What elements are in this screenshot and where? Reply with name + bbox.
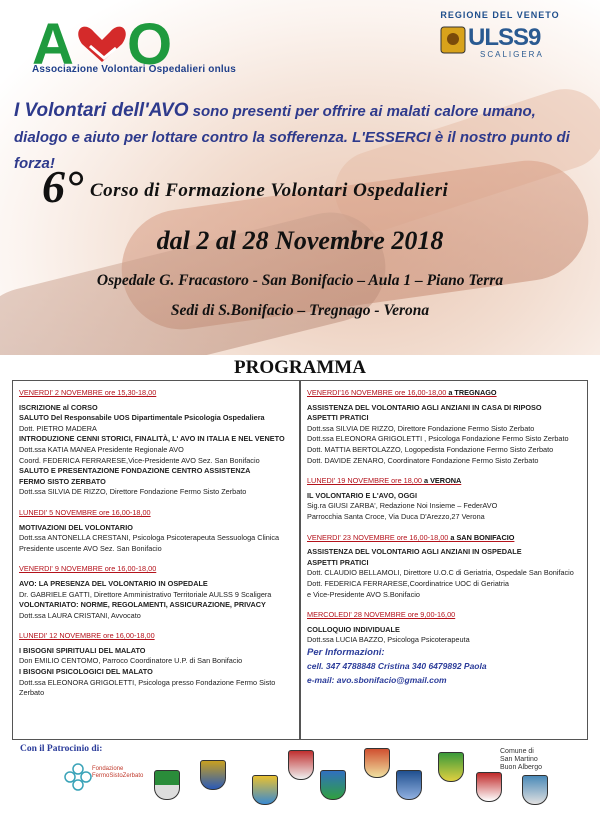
municipal-crest-icon	[438, 752, 464, 782]
session-speaker: Dott. FEDERICA FERRARESE,Coordinatrice UOC di Geriatria	[307, 578, 509, 588]
session-spacer	[19, 498, 293, 505]
session-date-text: VENERDI' 2 NOVEMBRE ore 15,30-18,00	[19, 388, 157, 397]
intro-lead: I Volontari dell'AVO	[14, 100, 189, 121]
session-date-text: MERCOLEDI' 28 NOVEMBRE ore 9,00-16,00	[307, 610, 456, 620]
session-date-text: VENERDI' 23 NOVEMBRE ore 16,00-18,00	[307, 532, 449, 542]
municipal-crest-icon	[320, 770, 346, 800]
contacts-email: e-mail: avo.sbonifacio@gmail.com	[307, 675, 447, 686]
programma-title: PROGRAMMA	[234, 357, 366, 378]
session-speaker: Dott. CLAUDIO BELLAMOLI, Direttore U.O.C di Geriatria, Ospedale San Bonifacio	[307, 568, 574, 578]
session-topic: ASSISTENZA DEL VOLONTARIO AGLI ANZIANI IN CASA DI RIPOSO	[307, 402, 542, 412]
session-spacer	[307, 600, 581, 607]
session-topic: COLLOQUIO INDIVIDUALE	[307, 624, 400, 634]
session-date-text: VENERDI'16 NOVEMBRE ore 16,00-18,00	[307, 388, 447, 397]
municipal-crest-icon	[476, 772, 502, 802]
session-date	[307, 476, 581, 487]
session-topic: VOLONTARIATO: NORME, REGOLAMENTI, ASSICURAZIONE, PRIVACY	[19, 600, 266, 610]
session-topic: ASPETTI PRATICI	[307, 413, 369, 423]
comune-name: Comune di San Martino Buon Albergo	[500, 748, 543, 771]
session-date-text: LUNEDI' 5 NOVEMBRE ore 16,00-18,00	[19, 507, 151, 517]
session-date	[307, 610, 581, 621]
patrocinio-label: Con il Patrocinio di:	[20, 744, 103, 754]
intro-text	[14, 98, 594, 177]
municipal-crest-icon	[252, 775, 278, 805]
comune-label	[500, 748, 542, 772]
session-place: a VERONA	[421, 476, 462, 486]
session-spacer	[19, 621, 293, 628]
session-speaker: Dott.ssa LUCIA BAZZO, Psicologa Psicoterapeuta	[307, 635, 470, 645]
session-speaker: Dott.ssa SILVIA DE RIZZO, Direttore Fondazione Fermo Sisto Zerbato	[19, 487, 247, 497]
session-spacer	[307, 466, 581, 473]
session-speaker: Dott. PIETRO MADERA	[19, 423, 97, 433]
session-speaker: Dott.ssa ELEONORA GRIGOLETTI, Psicologa presso Fondazione Fermo Sisto Zerbato	[19, 677, 276, 698]
session-date-text: LUNEDI' 19 NOVEMBRE ore 18,00	[307, 476, 422, 486]
session-place: a SAN BONIFACIO	[448, 532, 515, 542]
session-speaker: Dott.ssa ELEONORA GRIGOLETTI , Psicologa Fondazione Fermo Sisto Zerbato	[307, 434, 569, 444]
session-topic: ASPETTI PRATICI	[307, 557, 369, 567]
session-speaker: Dott. DAVIDE ZENARO, Coordinatore Fondazione Fermo Sisto Zerbato	[307, 455, 539, 465]
session-speaker: Dott. MATTIA BERTOLAZZO, Logopedista Fondazione Fermo Sisto Zerbato	[307, 444, 554, 454]
lion-icon	[440, 26, 466, 54]
session-spacer	[19, 554, 293, 561]
program-left-column	[12, 380, 300, 740]
session-speaker: Dott.ssa ANTONELLA CRESTANI, Psicologa Psicoterapeuta Sessuologa Clinica	[19, 533, 280, 543]
session-topic: ASSISTENZA DEL VOLONTARIO AGLI ANZIANI IN OSPEDALE	[307, 547, 522, 557]
session-speaker: Don EMILIO CENTOMO, Parroco Coordinatore U.P. di San Bonifacio	[19, 656, 243, 666]
session-topic: FERMO SISTO ZERBATO	[19, 476, 106, 486]
session-topic: I BISOGNI SPIRITUALI DEL MALATO	[19, 645, 146, 655]
session-topic: ISCRIZIONE al CORSO	[19, 402, 98, 412]
session-topic: AVO: LA PRESENZA DEL VOLONTARIO IN OSPEDALE	[19, 578, 208, 588]
contacts-phones: cell. 347 4788848 Cristina 340 6479892 Paola	[307, 661, 487, 672]
session-topic: MOTIVAZIONI DEL VOLONTARIO	[19, 522, 133, 532]
session-topic: SALUTO Del Responsabile UOS Dipartimentale Psicologia Ospedaliera	[19, 413, 265, 423]
municipal-crest-icon	[396, 770, 422, 800]
session-topic: IL VOLONTARIO E L'AVO, OGGI	[307, 490, 417, 500]
course-title: Corso di Formazione Volontari Ospedalieri	[90, 180, 449, 201]
fondazione-name	[92, 766, 143, 780]
session-place: a TREGNAGO	[446, 388, 497, 397]
session-topic: SALUTO E PRESENTAZIONE FONDAZIONE CENTRO ASSISTENZA	[19, 466, 251, 476]
contacts-heading: Per Informazioni:	[307, 646, 385, 658]
right-sessions	[307, 388, 581, 646]
session-date	[19, 508, 293, 519]
course-number: 6°	[42, 161, 84, 212]
course-sedi: Sedi di S.Bonifacio – Tregnago - Verona	[170, 302, 430, 319]
municipal-crest-icon	[288, 750, 314, 780]
session-topic: INTRODUZIONE CENNI STORICI, FINALITÀ, L' AVO IN ITALIA E NEL VENETO	[19, 434, 285, 444]
region-label: REGIONE DEL VENETO	[440, 10, 560, 20]
session-speaker: e Vice-Presidente AVO S.Bonifacio	[307, 589, 420, 599]
session-speaker: Presidente uscente AVO Sez. San Bonifacio	[19, 543, 162, 553]
session-date	[19, 388, 293, 399]
session-topic: I BISOGNI PSICOLOGICI DEL MALATO	[19, 667, 153, 677]
session-date	[19, 631, 293, 642]
ulss-logo	[430, 10, 570, 70]
municipal-crest-icon	[522, 775, 548, 805]
ulss-sub: SCALIGERA	[480, 50, 544, 59]
session-speaker: Dott.ssa LAURA CRISTANI, Avvocato	[19, 610, 141, 620]
fondazione-label: Fondazione	[92, 766, 124, 772]
session-speaker: Coord. FEDERICA FERRARESE,Vice-Presidente AVO Sez. San Bonifacio	[19, 455, 260, 465]
intro-line2: dialogo e aiuto per lottare contro la sofferenza. L'ESSERCI è il nostro punto di forza!	[14, 129, 570, 172]
session-speaker: Parrocchia Santa Croce, Via Duca D'Arezzo,27 Verona	[307, 511, 485, 521]
session-speaker: Dott.ssa SILVIA DE RIZZO, Direttore Fondazione Fermo Sisto Zerbato	[307, 423, 535, 433]
svg-text:O: O	[127, 12, 173, 77]
municipal-crest-icon	[200, 760, 226, 790]
program-right-column	[300, 380, 588, 740]
session-date	[307, 533, 581, 544]
svg-text:A: A	[32, 12, 74, 77]
ulss-name: ULSS9	[468, 24, 541, 51]
intro-line1: sono presenti per offrire ai malati calore umano,	[188, 103, 536, 120]
session-speaker: Dott.ssa KATIA MANEA Presidente Regionale AVO	[19, 444, 184, 454]
session-date	[19, 564, 293, 575]
fondazione-sub: FermoSistoZerbato	[92, 773, 144, 779]
session-spacer	[307, 523, 581, 530]
session-date	[307, 388, 581, 399]
municipal-crest-icon	[364, 748, 390, 778]
association-name: Associazione Volontari Ospedalieri onlus	[32, 64, 236, 75]
course-location: Ospedale G. Fracastoro - San Bonifacio – Aula 1 – Piano Terra	[96, 272, 504, 289]
session-speaker: Dr. GABRIELE GATTI, Direttore Amministrativo Territoriale AULSS 9 Scaligera	[19, 589, 272, 599]
session-date-text: VENERDI' 9 NOVEMBRE ore 16,00-18,00	[19, 564, 157, 574]
municipal-crest-icon	[154, 770, 180, 800]
course-dates: dal 2 al 28 Novembre 2018	[156, 226, 444, 255]
session-date-text: LUNEDI' 12 NOVEMBRE ore 16,00-18,00	[19, 631, 155, 641]
session-speaker: Sig.ra GIUSI ZARBA', Redazione Noi Insieme – FederAVO	[307, 501, 498, 511]
